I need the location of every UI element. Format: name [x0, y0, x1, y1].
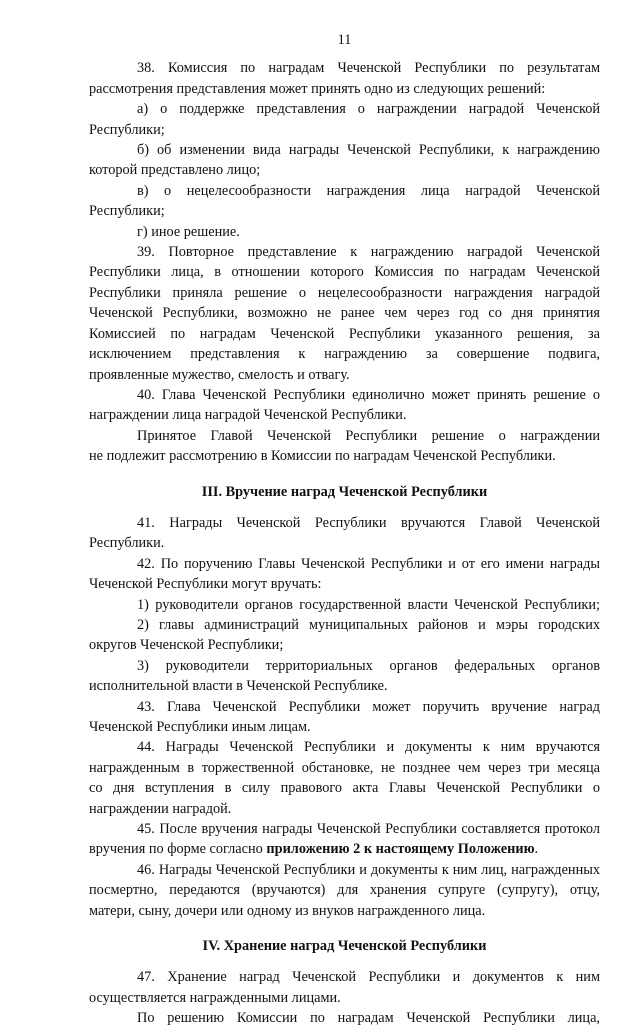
- text-line: награжденным в торжественной обстановке, не позднее чем через три месяца: [89, 759, 600, 776]
- section-heading: III. Вручение наград Чеченской Республики: [201, 483, 488, 500]
- text-line: 45. После вручения награды Чеченской Республики составляется протокол: [137, 821, 600, 838]
- text-line: проявленные мужество, смелость и отвагу.: [89, 366, 350, 383]
- text-line: 46. Награды Чеченской Республики и документы к ним лиц, награжденных: [137, 861, 600, 878]
- text-line: 44. Награды Чеченской Республики и документы к ним вручаются: [137, 739, 600, 756]
- text-line: посмертно, передаются (вручаются) для хранения супруге (супругу), отцу,: [89, 882, 600, 899]
- text-line: а) о поддержке представления о награждении наградой Чеченской Республики;: [89, 101, 600, 138]
- text-line: Республики лица, в отношении которого Комиссия по наградам Чеченской: [89, 264, 600, 281]
- text-line: 40. Глава Чеченской Республики единолично может принять решение о: [137, 386, 600, 403]
- text-line: 39. Повторное представление к награждению наградой Чеченской: [137, 244, 600, 261]
- bold-reference: приложению 2 к настоящему Положению: [266, 841, 535, 858]
- text-line: Комиссией по наградам Чеченской Республики указанного решения, за: [89, 325, 600, 342]
- text-line: 43. Глава Чеченской Республики может поручить вручение наград: [137, 698, 600, 715]
- text-line: Чеченской Республики, возможно не ранее чем через год со дня принятия: [89, 305, 600, 322]
- text-line: 42. По поручению Главы Чеченской Республики и от его имени награды: [137, 555, 600, 572]
- text-line: в) о нецелесообразности награждения лица наградой Чеченской Республики;: [89, 182, 600, 220]
- text-line: которой представлено лицо;: [89, 162, 261, 179]
- text-line: 47. Хранение наград Чеченской Республики и документов к ним: [137, 969, 600, 986]
- text-line: 3) руководители территориальных органов федеральных органов: [137, 657, 600, 674]
- page-number: 11: [337, 32, 352, 48]
- text-line: Принятое Главой Чеченской Республики решение о награждении: [137, 427, 600, 444]
- text-line: Чеченской Республики иным лицам.: [89, 719, 311, 735]
- text-line: Республики приняла решение о нецелесообразности награждения наградой: [89, 284, 600, 301]
- text-line: осуществляется награжденными лицами.: [89, 989, 341, 1006]
- text-line: вручения по форме согласно приложению 2 к настоящему Положению.: [89, 841, 539, 858]
- text-line: 1) руководители органов государственной власти Чеченской Республики;: [137, 596, 600, 613]
- text-line: рассмотрения представления может принять одно из следующих решений:: [89, 80, 546, 97]
- text-line: со дня вступления в силу правового акта Главы Чеченской Республики о: [89, 780, 600, 797]
- text-line: 2) главы администраций муниципальных районов и мэры городских: [137, 616, 600, 633]
- text-line: матери, сыну, дочери или одному из внуков награжденного лица.: [89, 902, 486, 919]
- text-line: 41. Награды Чеченской Республики вручаются Главой Чеченской Республики.: [89, 514, 600, 552]
- section-heading: IV. Хранение наград Чеченской Республики: [202, 938, 487, 955]
- document-body: [89, 58, 600, 1028]
- text-line: исключением представления к награждению за совершение подвига,: [89, 346, 600, 363]
- text-line: не подлежит рассмотрению в Комиссии по наградам Чеченской Республики.: [89, 448, 556, 465]
- text-line: По решению Комиссии по наградам Чеченской Республики лица,: [137, 1010, 600, 1027]
- text-line: г) иное решение.: [137, 223, 240, 240]
- text-line: награждении наградой.: [89, 800, 232, 817]
- text-line: округов Чеченской Республики;: [89, 637, 284, 654]
- text-line: б) об изменении вида награды Чеченской Республики, к награждению: [137, 142, 600, 159]
- text-line: 38. Комиссия по наградам Чеченской Республики по результатам: [137, 60, 600, 77]
- text-line: награждении лица наградой Чеченской Республики.: [89, 407, 407, 424]
- text-line: исполнительной власти в Чеченской Республике.: [89, 678, 388, 695]
- text-line: Чеченской Республики могут вручать:: [89, 576, 322, 593]
